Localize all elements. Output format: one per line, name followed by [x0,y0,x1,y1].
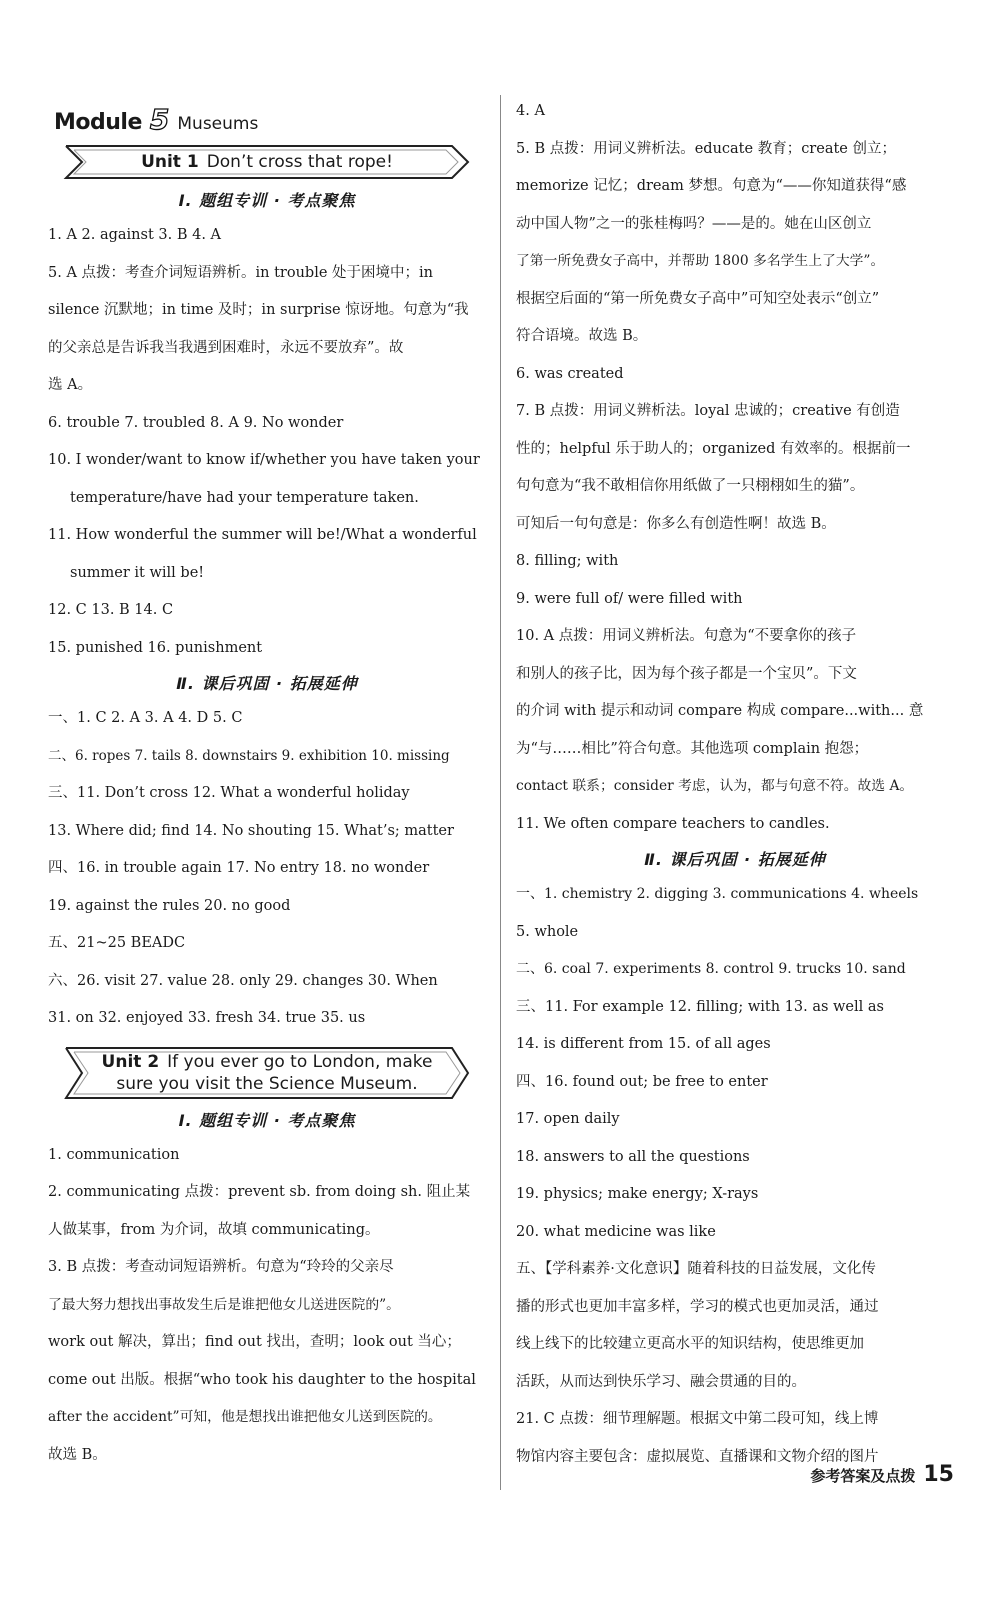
column-divider [500,95,501,1490]
answer-line: 15. punished 16. punishment [48,639,263,656]
answer-line: 3. B 点拨：考查动词短语辨析。句意为“玲玲的父亲尽 [48,1259,394,1275]
answer-line: 1. A 2. against 3. B 4. A [48,227,222,243]
answer-line: 12. C 13. B 14. C [48,602,174,618]
answer-line: 17. open daily [516,1111,620,1127]
answer-line: 五、【学科素养·文化意识】随着科技的日益发展，文化传 [516,1261,876,1277]
answer-line: 21. C 点拨：细节理解题。根据文中第二段可知，线上博 [516,1411,879,1427]
answer-line: 四、16. in trouble again 17. No entry 18. no wonder [48,860,430,876]
answer-line: 动中国人物”之一的张桂梅吗？——是的。她在山区创立 [516,215,872,232]
answer-line: 8. filling; with [516,553,619,569]
answer-line: 一、1. C 2. A 3. A 4. D 5. C [48,710,243,726]
answer-line: 19. physics; make energy; X-rays [516,1186,759,1202]
answer-line: 18. answers to all the questions [516,1148,750,1165]
unit1-section1-heading: Ⅰ. 题组专训 · 考点聚焦 [178,191,356,210]
answer-line: 11. We often compare teachers to candles. [516,815,830,832]
answer-line: 10. A 点拨：用词义辨析法。句意为“不要拿你的孩子 [516,628,857,644]
unit2-section2-heading: Ⅱ. 课后巩固 · 拓展延伸 [644,850,826,869]
module-number: 5 [149,103,170,136]
answer-line: after the accident”可知，他是想找出谁把他女儿送到医院的。 [48,1409,442,1425]
answer-line: 六、26. visit 27. value 28. only 29. changes 30. When [48,972,438,989]
unit1-banner [52,142,482,182]
answer-line: 9. were full of/ were filled with [516,590,743,607]
answer-line: 三、11. Don’t cross 12. What a wonderful holiday [48,785,410,801]
unit1-section2-answers [48,700,486,1038]
answer-line: 和别人的孩子比，因为每个孩子都是一个宝贝”。下文 [516,665,857,682]
answer-line: work out 解决，算出；find out 找出，查明；look out 当心； [48,1334,461,1350]
answer-line: 选 A。 [48,377,93,393]
answer-line: 19. against the rules 20. no good [48,897,291,914]
page-footer [810,1462,954,1487]
left-column [48,95,486,1474]
answer-line: 4. A [516,103,545,119]
answer-line: 一、1. chemistry 2. digging 3. communications 4. wheels [516,886,919,902]
unit2-section1-answers-cont [516,93,954,843]
page-number: 15 [923,1462,954,1487]
answer-line: 线上线下的比较建立更高水平的知识结构，使思维更加 [516,1336,864,1352]
unit2-title-line1: If you ever go to London, make [167,1051,433,1072]
answer-line: 的父亲总是告诉我当我遇到困难时，永远不要放弃”。故 [48,339,404,356]
answer-line: 句句意为“我不敢相信你用纸做了一只栩栩如生的猫”。 [516,478,865,494]
unit1-section1-answers [48,217,486,667]
footer-label: 参考答案及点拨 [810,1467,916,1485]
answer-line: 四、16. found out; be free to enter [516,1073,768,1090]
answer-line: 31. on 32. enjoyed 33. fresh 34. true 35. us [48,1010,366,1026]
answer-line: memorize 记忆；dream 梦想。句意为“——你知道获得“感 [516,178,907,194]
answer-line: 物馆内容主要包含：虚拟展览、直播课和文物介绍的图片 [516,1448,879,1465]
unit2-title-line2: sure you visit the Science Museum. [116,1073,418,1094]
answer-line: 可知后一句句意是：你多么有创造性啊！故选 B。 [516,515,836,532]
unit1-label: Unit 1 [141,152,199,172]
answer-line: 故选 B。 [48,1446,107,1463]
answer-line: 根据空后面的“第一所免费女子高中”可知空处表示“创立” [516,290,880,307]
answer-line: 11. How wonderful the summer will be!/What a wonderful [48,527,477,543]
unit2-section1-answers [48,1137,486,1475]
answer-line: 5. whole [516,923,579,940]
answer-line: 二、6. coal 7. experiments 8. control 9. trucks 10. sand [516,961,906,977]
answer-line: 的介词 with 提示和动词 compare 构成 compare...with... 意 [516,703,924,719]
answer-line: 播的形式也更加丰富多样，学习的模式也更加灵活，通过 [516,1298,879,1315]
right-column [516,93,954,1476]
answer-line: 6. was created [516,365,624,382]
answer-line: temperature/have had your temperature taken. [70,489,419,506]
answer-line: 五、21~25 BEADC [48,935,186,951]
answer-line: come out 出版。根据“who took his daughter to the hospital [48,1371,476,1388]
answer-line: 活跃，从而达到快乐学习、融会贯通的目的。 [516,1373,806,1390]
answer-line: 13. Where did; find 14. No shouting 15. What’s; matter [48,822,454,839]
answer-line: 14. is different from 15. of all ages [516,1036,771,1052]
answer-line: 20. what medicine was like [516,1223,716,1240]
unit2-banner [52,1044,482,1102]
answer-line: 符合语境。故选 B。 [516,328,648,344]
answer-line: silence 沉默地；in time 及时；in surprise 惊讶地。句意为“我 [48,302,469,318]
answer-line: 7. B 点拨：用词义辨析法。loyal 忠诚的；creative 有创造 [516,403,900,419]
answer-line: 二、6. ropes 7. tails 8. downstairs 9. exhibition 10. missing [48,747,450,764]
answer-line: summer it will be! [70,564,205,581]
answer-line: 10. I wonder/want to know if/whether you have taken your [48,452,480,468]
answer-line: 5. B 点拨：用词义辨析法。educate 教育；create 创立； [516,140,896,157]
answer-line: 三、11. For example 12. filling; with 13. as well as [516,998,884,1015]
answer-line: 了最大努力想找出事故发生后是谁把他女儿送进医院的”。 [48,1296,400,1313]
answer-line: 人做某事，from 为介词，故填 communicating。 [48,1221,380,1238]
module-title: Museums [177,114,259,134]
answer-line: 性的；helpful 乐于助人的；organized 有效率的。根据前一 [516,440,911,457]
module-header [54,103,486,136]
answer-line: 2. communicating 点拨：prevent sb. from doing sh. 阻止某 [48,1184,471,1200]
answer-line: 6. trouble 7. troubled 8. A 9. No wonder [48,414,344,431]
module-word: Module [54,110,142,135]
answer-line: 为“与……相比”符合句意。其他选项 complain 抱怨； [516,740,869,757]
unit1-title: Don’t cross that rope! [206,152,393,172]
answer-line: contact 联系；consider 考虑，认为，都与句意不符。故选 A。 [516,778,914,794]
answer-line: 了第一所免费女子高中，并帮助 1800 多名学生上了大学”。 [516,253,885,269]
unit2-section2-answers [516,876,954,1476]
unit1-section2-heading: Ⅱ. 课后巩固 · 拓展延伸 [176,674,358,693]
answer-line: 5. A 点拨：考查介词短语辨析。in trouble 处于困境中；in [48,264,434,281]
unit2-section1-heading: Ⅰ. 题组专训 · 考点聚焦 [178,1110,356,1130]
answer-line: 1. communication [48,1146,180,1163]
unit2-label: Unit 2 [101,1051,160,1072]
